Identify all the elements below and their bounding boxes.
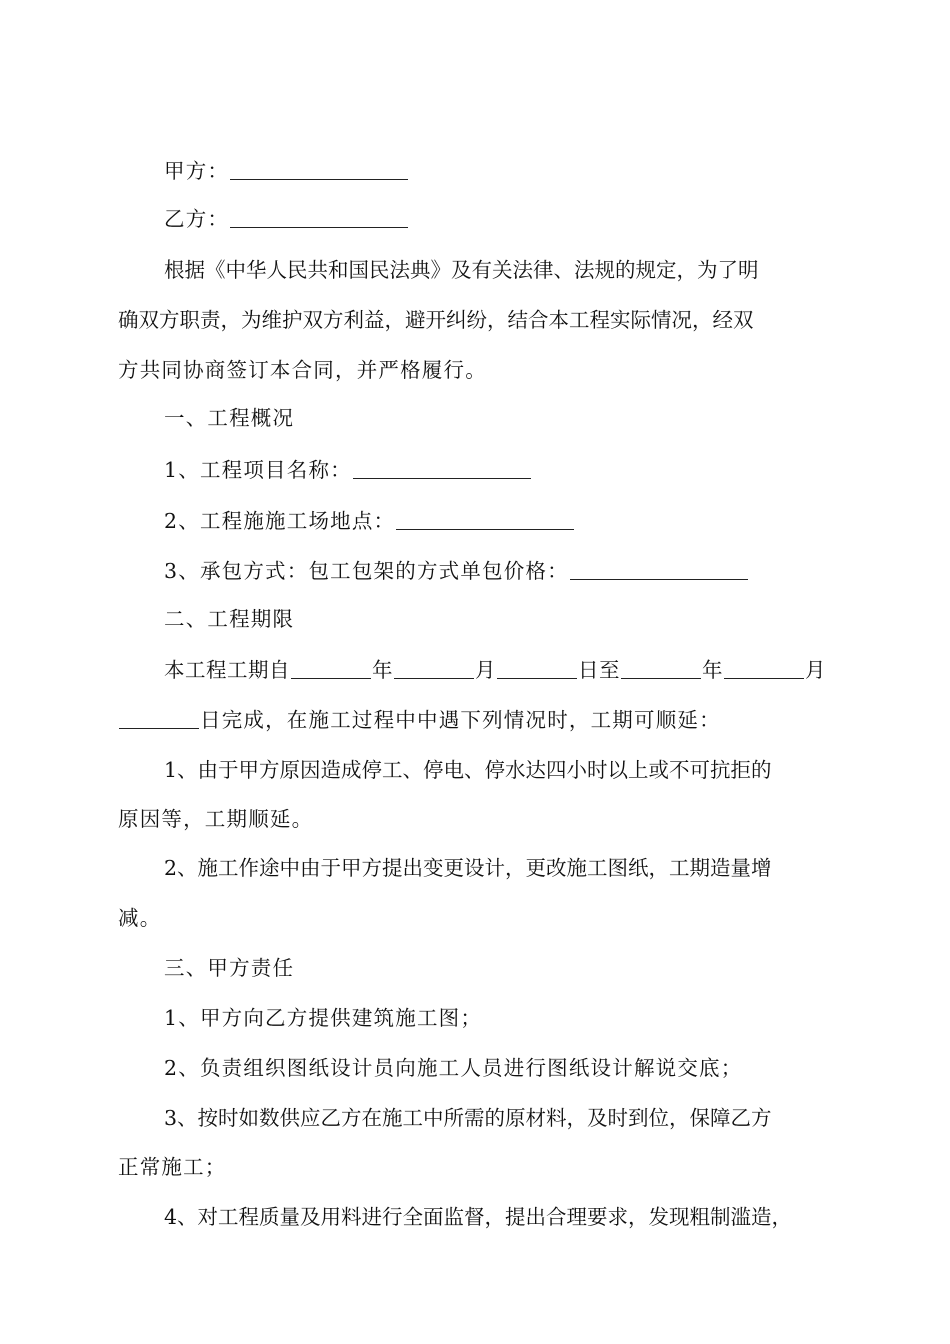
blank-field (230, 205, 408, 228)
text: 一、工程概况 (164, 406, 295, 430)
text: 确双方职责，为维护双方利益，避开纠纷，结合本工程实际情况，经双 (118, 308, 754, 332)
preamble-line-2 (118, 305, 838, 335)
clause-line (164, 1202, 838, 1232)
text: 年 (702, 658, 723, 682)
clause-line (164, 1103, 838, 1133)
section-heading (164, 953, 838, 983)
text: 原因等，工期顺延。 (118, 807, 314, 831)
text: 二、工程期限 (164, 607, 295, 631)
text: 月 (805, 658, 826, 682)
text: 2、施工作途中由于甲方提出变更设计，更改施工图纸，工期造量增 (164, 856, 772, 880)
text: 1、由于甲方原因造成停工、停电、停水达四小时以上或不可抗拒的 (164, 758, 772, 782)
text: 2、负责组织图纸设计员向施工人员进行图纸设计解说交底； (164, 1056, 743, 1080)
text: 3、承包方式：包工包架的方式单包价格： (164, 559, 569, 583)
text: 1、甲方向乙方提供建筑施工图； (164, 1006, 483, 1030)
blank-field (119, 706, 199, 729)
text: 2、工程施施工场地点： (164, 509, 396, 533)
section-heading (164, 403, 838, 433)
contract-mode-line (164, 556, 838, 586)
party-a-label: 甲方： (164, 159, 230, 183)
text: 年 (372, 658, 393, 682)
text: 4、对工程质量及用料进行全面监督，提出合理要求，发现粗制滥造， (164, 1205, 793, 1229)
text: 本工程工期自 (164, 658, 290, 682)
clause-line (164, 1053, 838, 1083)
clause-line (164, 755, 838, 785)
blank-field (621, 656, 701, 679)
clause-line (164, 1003, 838, 1033)
text: 1、工程项目名称： (164, 458, 352, 482)
party-b-line (164, 204, 838, 234)
text: 减。 (118, 906, 162, 930)
blank-field (291, 656, 371, 679)
period-line-1 (164, 655, 838, 685)
text: 月 (475, 658, 496, 682)
clause-line (164, 853, 838, 883)
preamble-line-1 (164, 255, 838, 285)
blank-field (724, 656, 804, 679)
blank-field (570, 557, 748, 580)
blank-field (497, 656, 577, 679)
preamble-line-3 (118, 355, 838, 385)
project-site-line (164, 506, 838, 536)
text: 方共同协商签订本合同，并严格履行。 (118, 358, 487, 382)
text: 根据《中华人民共和国民法典》及有关法律、法规的规定，为了明 (164, 258, 759, 282)
text: 日完成，在施工过程中中遇下列情况时，工期可顺延： (200, 708, 721, 732)
blank-field (396, 507, 574, 530)
clause-line (118, 804, 838, 834)
blank-field (394, 656, 474, 679)
party-a-line (164, 156, 838, 186)
period-line-2 (118, 705, 838, 735)
text: 正常施工； (118, 1155, 227, 1179)
project-name-line (164, 455, 838, 485)
blank-field (230, 157, 408, 180)
text: 日至 (578, 658, 620, 682)
blank-field (353, 456, 531, 479)
clause-line (118, 903, 838, 933)
text: 3、按时如数供应乙方在施工中所需的原材料，及时到位，保障乙方 (164, 1106, 772, 1130)
text: 三、甲方责任 (164, 956, 295, 980)
clause-line (118, 1152, 838, 1182)
party-b-label: 乙方： (164, 207, 230, 231)
section-heading (164, 604, 838, 634)
